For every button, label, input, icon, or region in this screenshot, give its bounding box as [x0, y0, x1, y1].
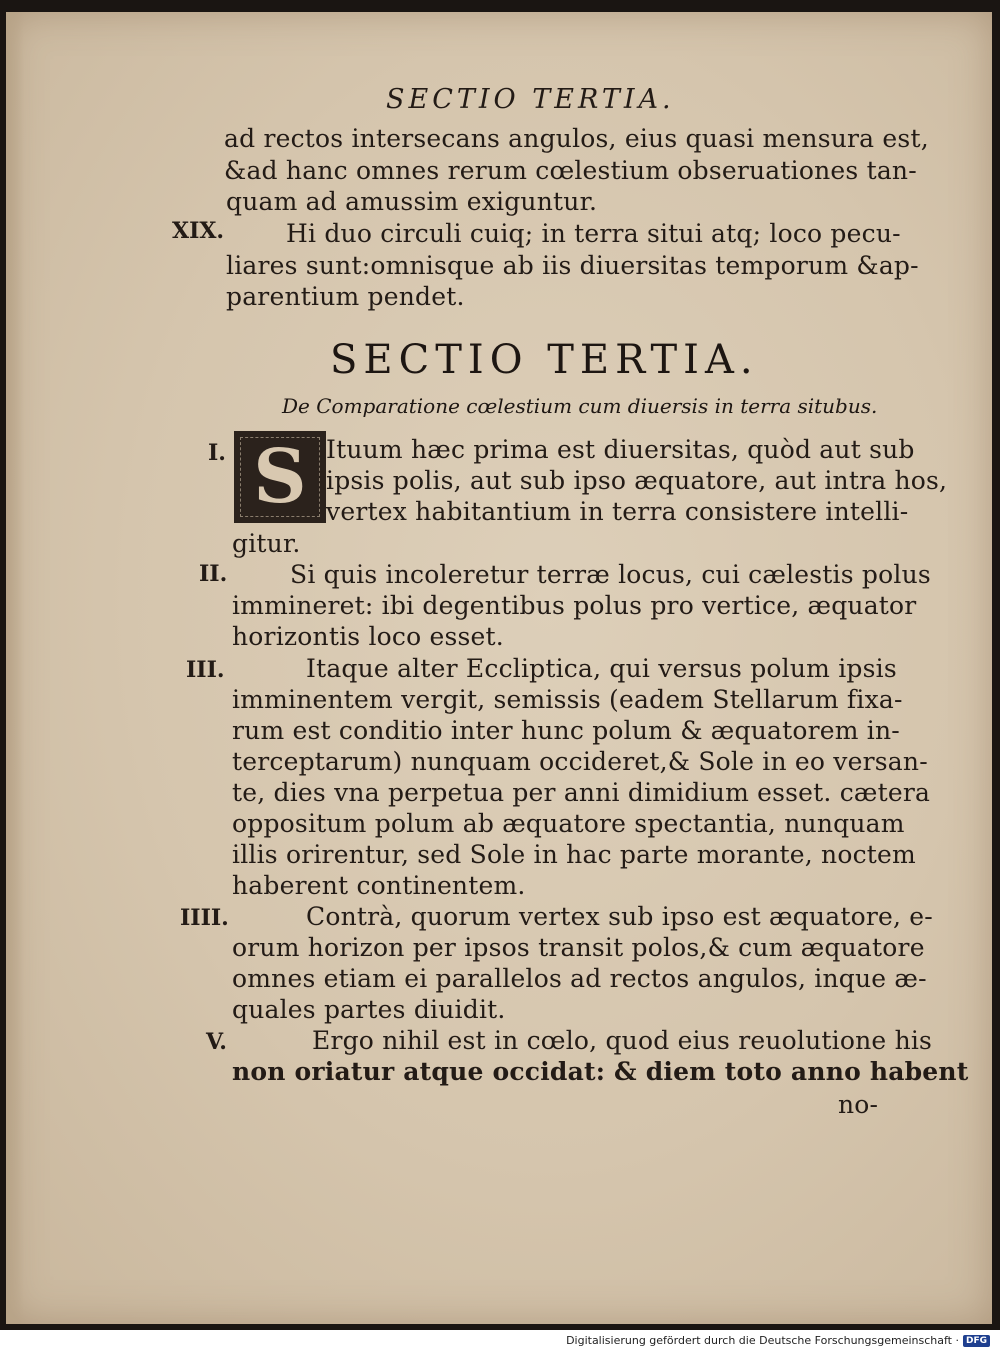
book-page — [6, 12, 992, 1324]
paragraph-line: gitur. — [232, 529, 301, 558]
footer-text: Digitalisierung gefördert durch die Deutsche Forschungsgemeinschaft · — [566, 1334, 959, 1347]
paragraph-line: horizontis loco esset. — [232, 622, 504, 651]
paragraph-line: ipsis polis, aut sub ipso æquatore, aut intra hos, — [326, 466, 948, 495]
paragraph-line: Ituum hæc prima est diuersitas, quòd aut sub — [326, 435, 915, 464]
continuation-line: quam ad amussim exiguntur. — [226, 187, 598, 216]
paragraph-line: immineret: ibi degentibus polus pro vertice, æquator — [232, 591, 917, 620]
catchword: no- — [838, 1090, 879, 1119]
paragraph-line: non oriatur atque occidat: & diem toto anno habent — [232, 1057, 969, 1086]
drop-cap-initial: S — [234, 431, 326, 523]
paragraph-line: quales partes diuidit. — [232, 995, 506, 1024]
continuation-line: &ad hanc omnes rerum cœlestium obseruationes tan- — [224, 156, 917, 185]
continuation-line: ad rectos intersecans angulos, eius quasi mensura est, — [224, 124, 929, 153]
paragraph-line: rum est conditio inter hunc polum & æquatorem in- — [232, 716, 900, 745]
item-line: parentium pendet. — [226, 282, 465, 311]
paragraph-number: III. — [186, 657, 225, 683]
dfg-logo-icon: DFG — [963, 1335, 990, 1347]
paragraph-line: Si quis incoleretur terræ locus, cui cælestis polus — [290, 560, 931, 589]
paragraph-line: omnes etiam ei parallelos ad rectos angulos, inque æ- — [232, 964, 927, 993]
paragraph-line: Contrà, quorum vertex sub ipso est æquatore, e- — [306, 902, 933, 931]
paragraph-line: imminentem vergit, semissis (eadem Stellarum fixa- — [232, 685, 903, 714]
paragraph-line: Ergo nihil est in cœlo, quod eius reuolutione his — [312, 1026, 933, 1055]
paragraph-line: orum horizon per ipsos transit polos,& cum æquatore — [232, 933, 925, 962]
digitization-footer — [566, 1334, 990, 1347]
paragraph-line: te, dies vna perpetua per anni dimidium esset. cætera — [232, 778, 931, 807]
paragraph-line: Itaque alter Eccliptica, qui versus polum ipsis — [306, 654, 897, 683]
paragraph-number: IIII. — [180, 905, 229, 931]
item-line: Hi duo circuli cuiq; in terra situi atq; loco pecu- — [286, 219, 901, 248]
paragraph-line: illis orirentur, sed Sole in hac parte morante, noctem — [232, 840, 916, 869]
paragraph-line: terceptarum) nunquam occideret,& Sole in eo versan- — [232, 747, 928, 776]
section-title: SECTIO TERTIA. — [330, 337, 759, 383]
item-line: liares sunt:omnisque ab iis diuersitas temporum &ap- — [226, 251, 919, 280]
section-subtitle: De Comparatione cœlestium cum diuersis in terra situbus. — [282, 394, 878, 418]
paragraph-line: oppositum polum ab æquatore spectantia, nunquam — [232, 809, 905, 838]
paragraph-number: II. — [199, 561, 228, 587]
item-number: XIX. — [172, 218, 225, 244]
paragraph-line: haberent continentem. — [232, 871, 526, 900]
paragraph-number: I. — [208, 440, 226, 466]
paragraph-number: V. — [206, 1029, 227, 1055]
running-head: SECTIO TERTIA. — [386, 84, 675, 115]
paragraph-line: vertex habitantium in terra consistere intelli- — [326, 497, 909, 526]
